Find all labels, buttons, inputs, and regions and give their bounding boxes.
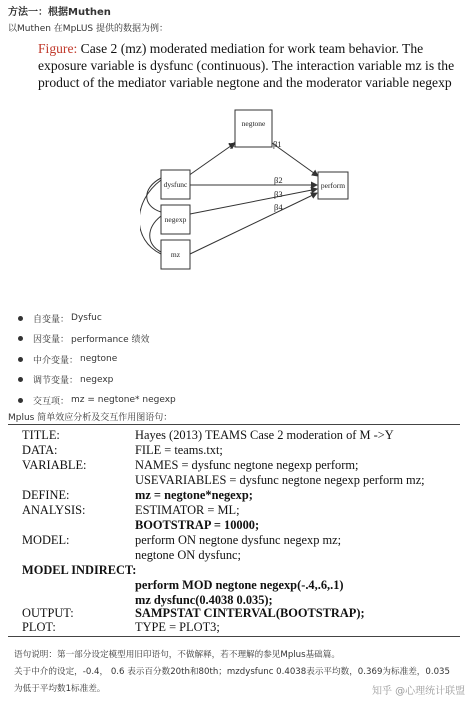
- syntax-keyword: DATA:: [22, 443, 58, 457]
- label-beta2: β2: [274, 175, 283, 185]
- bullet-icon: [18, 336, 23, 341]
- path-beta4: [190, 193, 317, 254]
- path-beta3: [190, 189, 317, 214]
- list-item: 调节变量： negexp: [18, 370, 176, 391]
- note-line-2: 关于中介的设定，-0.4， 0.6 表示百分数20th和80th；mzdysfunc 0.4038表示平均数，0.369为标准差，0.035: [14, 667, 450, 677]
- syntax-keyword: PLOT:: [22, 620, 56, 634]
- divider-top: [8, 424, 460, 425]
- path-gamma1: [188, 143, 235, 176]
- node-perform: perform: [320, 181, 346, 190]
- bullet-icon: [18, 377, 23, 382]
- list-item: 自变量： Dysfuc: [18, 308, 176, 329]
- syntax-keyword: MODEL:: [22, 533, 70, 547]
- syntax-value: negtone ON dysfunc;: [135, 548, 241, 562]
- node-dysfunc: dysfunc: [163, 180, 188, 189]
- section-title: 方法一：根据Muthen: [8, 7, 111, 18]
- divider-bottom: [8, 636, 460, 637]
- syntax-value: BOOTSTRAP = 10000;: [135, 518, 260, 532]
- caption-line-3: product of the mediator variable negtone and the moderator variable negexp: [38, 75, 452, 90]
- caption-line-1-rest: Case 2 (mz) moderated mediation for work team behavior. The: [77, 41, 424, 56]
- syntax-value: Hayes (2013) TEAMS Case 2 moderation of M ->Y: [135, 428, 394, 442]
- syntax-keyword: OUTPUT:: [22, 606, 74, 620]
- syntax-value: mz dysfunc(0.4038 0.035);: [135, 593, 273, 607]
- bullet-icon: [18, 357, 23, 362]
- syntax-keyword: ANALYSIS:: [22, 503, 86, 517]
- intro-text: 以Muthen 在MpLUS 提供的数据为例：: [8, 24, 169, 34]
- syntax-value: NAMES = dysfunc negtone negexp perform;: [135, 458, 359, 472]
- syntax-value: perform MOD negtone negexp(-.4,.6,.1): [135, 578, 344, 592]
- syntax-keyword: TITLE:: [22, 428, 60, 442]
- node-negtone-box: [235, 110, 272, 147]
- note-line-3: 为低于平均数1标准差。: [14, 684, 106, 694]
- corr-negexp-mz: [150, 216, 161, 252]
- note-line-1: 语句说明：第一部分设定模型用旧印语句，不做解释，若不理解的参见Mplus基础篇。: [14, 650, 340, 660]
- list-item: 交互项： mz = negtone* negexp: [18, 390, 176, 411]
- label-beta3: β3: [274, 189, 283, 199]
- syntax-keyword: VARIABLE:: [22, 458, 87, 472]
- list-item: 中介变量： negtone: [18, 349, 176, 370]
- figure-caption: [38, 40, 468, 91]
- list-item: 因变量： performance 绩效: [18, 329, 176, 350]
- label-beta1: β1: [273, 139, 282, 149]
- variable-list: [18, 308, 176, 411]
- node-mz: mz: [170, 250, 181, 259]
- bullet-icon: [18, 398, 23, 403]
- syntax-value: mz = negtone*negexp;: [135, 488, 253, 502]
- label-beta4: β4: [274, 202, 283, 212]
- syntax-value: ESTIMATOR = ML;: [135, 503, 240, 517]
- syntax-value: FILE = teams.txt;: [135, 443, 223, 457]
- corr-dysfunc-negexp: [147, 178, 161, 212]
- syntax-value: SAMPSTAT CINTERVAL(BOOTSTRAP);: [135, 606, 365, 620]
- node-negexp: negexp: [164, 215, 187, 224]
- caption-line-1: [38, 40, 468, 57]
- caption-line-2: exposure variable is dysfunc (continuous). The interaction variable mz is the: [38, 58, 455, 73]
- syntax-value: TYPE = PLOT3;: [135, 620, 220, 634]
- corr-dysfunc-mz: [140, 180, 161, 254]
- syntax-keyword: DEFINE:: [22, 488, 70, 502]
- node-negtone: negtone: [241, 119, 266, 128]
- figure-label: Figure:: [38, 41, 78, 56]
- label-gamma1: γ1: [229, 139, 238, 149]
- mediation-diagram: [140, 106, 360, 276]
- bullet-icon: [18, 316, 23, 321]
- watermark: 知乎 @心理统计联盟: [372, 686, 466, 697]
- syntax-heading: Mplus 简单效应分析及交互作用图语句：: [8, 413, 173, 423]
- syntax-keyword: MODEL INDIRECT:: [22, 563, 137, 577]
- syntax-value: perform ON negtone dysfunc negexp mz;: [135, 533, 342, 547]
- syntax-value: USEVARIABLES = dysfunc negtone negexp perform mz;: [135, 473, 425, 487]
